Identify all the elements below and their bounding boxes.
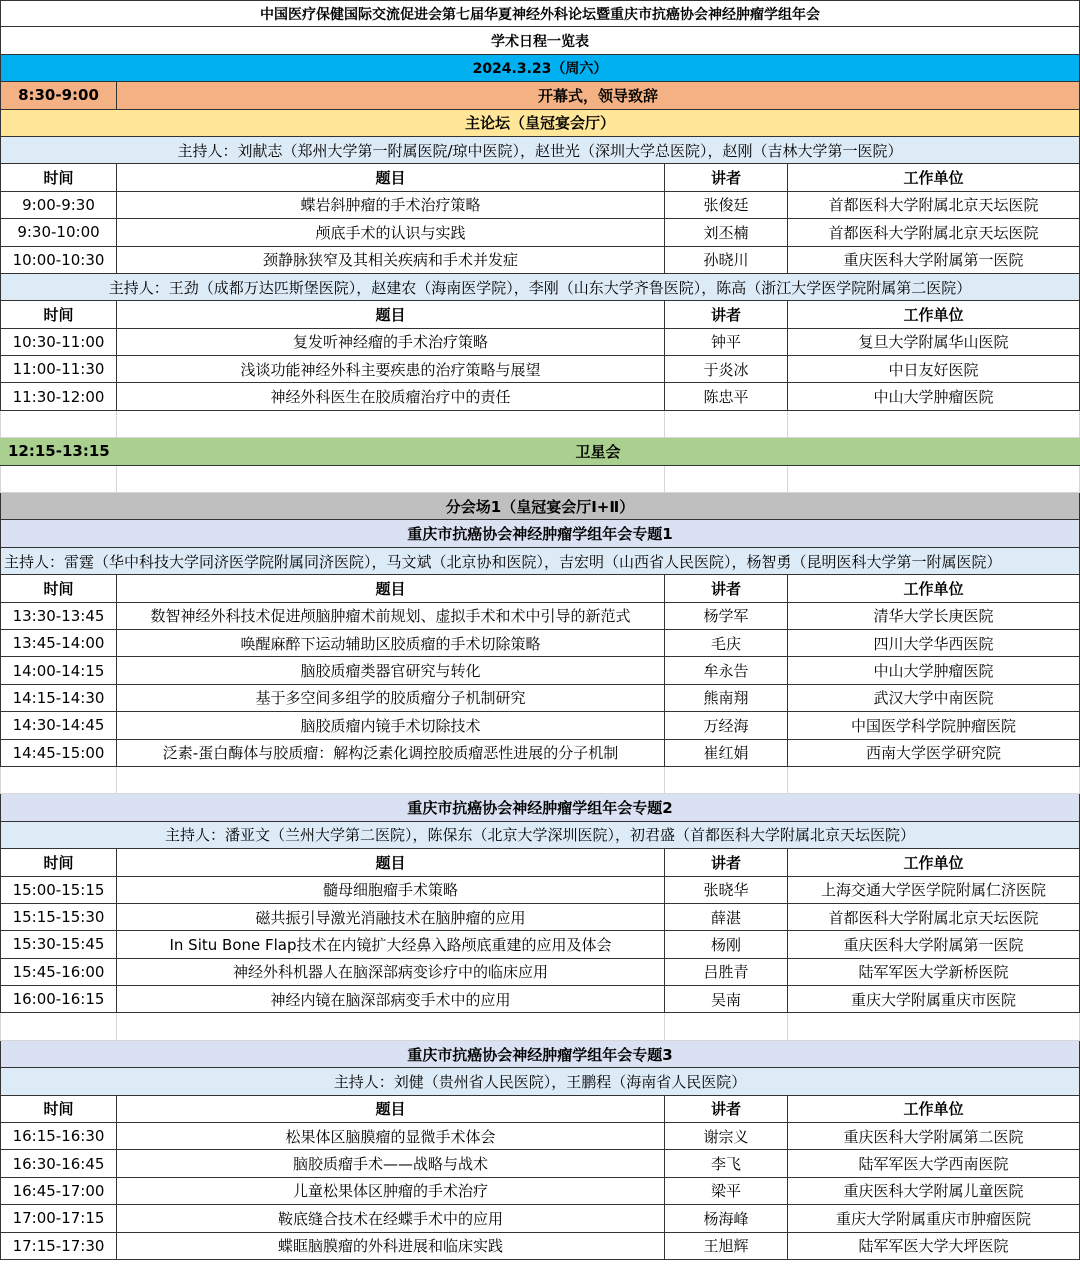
session-topic: 颈静脉狭窄及其相关疾病和手术并发症 [116,247,664,273]
column-header: 题目 [116,301,664,327]
session-topic: 复发听神经瘤的手术治疗策略 [116,329,664,355]
table-row [0,931,1080,958]
session-affiliation: 西南大学医学研究院 [787,740,1080,766]
table-row [0,192,1080,219]
table-row [0,740,1080,767]
session-affiliation: 重庆大学附属重庆市医院 [787,986,1080,1012]
column-header: 时间 [0,575,116,601]
session-topic: 脑胶质瘤类器官研究与转化 [116,657,664,683]
table-row [0,329,1080,356]
session-topic: 颅底手术的认识与实践 [116,219,664,245]
session-affiliation: 首都医科大学附属北京天坛医院 [787,219,1080,245]
session-topic: In Situ Bone Flap技术在内镜扩大经鼻入路颅底重建的应用及体会 [116,931,664,957]
session-affiliation: 上海交通大学医学院附属仁济医院 [787,877,1080,903]
column-header-row [0,1096,1080,1123]
host-row-text: 主持人：潘亚文（兰州大学第二医院），陈保东（北京大学深圳医院），初君盛（首都医科大学附属北京天坛医院） [0,822,1080,848]
session-speaker: 万经海 [664,712,787,738]
session-topic: 基于多空间多组学的胶质瘤分子机制研究 [116,685,664,711]
table-row [0,685,1080,712]
opening-label: 开幕式，领导致辞 [116,82,1080,108]
session-time: 10:30-11:00 [0,329,116,355]
session-topic: 泛素-蛋白酶体与胶质瘤：解构泛素化调控胶质瘤恶性进展的分子机制 [116,740,664,766]
blank-cell [787,411,1080,437]
session-speaker: 毛庆 [664,630,787,656]
table-row [0,356,1080,383]
blank-cell [116,466,664,492]
session-topic: 髓母细胞瘤手术策略 [116,877,664,903]
topic-title-text: 重庆市抗癌协会神经肿瘤学组年会专题3 [0,1041,1080,1067]
host-row [0,822,1080,849]
session-time: 16:45-17:00 [0,1178,116,1204]
table-row [0,1123,1080,1150]
column-header: 题目 [116,849,664,875]
session-affiliation: 重庆医科大学附属第一医院 [787,931,1080,957]
blank-row [0,767,1080,794]
session-affiliation: 四川大学华西医院 [787,630,1080,656]
session-affiliation: 清华大学长庚医院 [787,603,1080,629]
satellite-row [0,438,1080,465]
table-row [0,247,1080,274]
session-speaker: 王旭辉 [664,1233,787,1259]
table-row [0,383,1080,410]
blank-row [0,411,1080,438]
satellite-label: 卫星会 [575,442,621,461]
session-speaker: 吕胜青 [664,959,787,985]
session-time: 10:00-10:30 [0,247,116,273]
topic-title-text: 重庆市抗癌协会神经肿瘤学组年会专题2 [0,794,1080,820]
topic-title-text: 重庆市抗癌协会神经肿瘤学组年会专题1 [0,520,1080,546]
column-header: 时间 [0,1096,116,1122]
session-speaker: 吴南 [664,986,787,1012]
blank-cell [0,466,116,492]
blank-cell [116,767,664,793]
column-header-row [0,164,1080,191]
host-row [0,274,1080,301]
blank-cell [787,466,1080,492]
page-subtitle [0,27,1080,54]
table-row [0,630,1080,657]
session-speaker: 张晓华 [664,877,787,903]
blank-cell [116,411,664,437]
blank-cell [0,411,116,437]
session-speaker: 陈忠平 [664,383,787,409]
session-time: 15:00-15:15 [0,877,116,903]
session-speaker: 于炎冰 [664,356,787,382]
session-time: 9:30-10:00 [0,219,116,245]
session-time: 15:30-15:45 [0,931,116,957]
session-time: 17:15-17:30 [0,1233,116,1259]
session-speaker: 杨海峰 [664,1205,787,1231]
session-affiliation: 重庆医科大学附属儿童医院 [787,1178,1080,1204]
column-header: 题目 [116,164,664,190]
column-header: 工作单位 [787,575,1080,601]
session-affiliation: 中日友好医院 [787,356,1080,382]
session-topic: 松果体区脑膜瘤的显微手术体会 [116,1123,664,1149]
column-header: 时间 [0,164,116,190]
session-speaker: 杨学军 [664,603,787,629]
column-header: 题目 [116,1096,664,1122]
table-row [0,219,1080,246]
session-time: 14:00-14:15 [0,657,116,683]
topic-title [0,794,1080,821]
session-affiliation: 重庆医科大学附属第二医院 [787,1123,1080,1149]
session-time: 14:30-14:45 [0,712,116,738]
session-speaker: 谢宗义 [664,1123,787,1149]
blank-cell [664,411,787,437]
session-affiliation: 中山大学肿瘤医院 [787,657,1080,683]
branch-title-text: 分会场1（皇冠宴会厅Ⅰ+Ⅱ） [0,493,1080,519]
column-header-row [0,849,1080,876]
column-header: 讲者 [664,575,787,601]
column-header: 工作单位 [787,164,1080,190]
session-topic: 磁共振引导激光消融技术在脑肿瘤的应用 [116,904,664,930]
session-topic: 蝶眶脑膜瘤的外科进展和临床实践 [116,1233,664,1259]
column-header: 讲者 [664,301,787,327]
session-time: 16:00-16:15 [0,986,116,1012]
column-header: 工作单位 [787,301,1080,327]
branch-title [0,493,1080,520]
session-time: 9:00-9:30 [0,192,116,218]
host-row [0,137,1080,164]
session-affiliation: 陆军军医大学西南医院 [787,1150,1080,1176]
session-speaker: 牟永告 [664,657,787,683]
host-row [0,548,1080,575]
table-row [0,1178,1080,1205]
blank-cell [116,1013,664,1039]
table-row [0,877,1080,904]
session-affiliation: 陆军军医大学大坪医院 [787,1233,1080,1259]
blank-cell [664,767,787,793]
session-time: 15:45-16:00 [0,959,116,985]
session-topic: 浅谈功能神经外科主要疾患的治疗策略与展望 [116,356,664,382]
session-speaker: 熊南翔 [664,685,787,711]
table-row [0,1150,1080,1177]
session-affiliation: 首都医科大学附属北京天坛医院 [787,904,1080,930]
session-speaker: 梁平 [664,1178,787,1204]
table-row [0,603,1080,630]
column-header: 题目 [116,575,664,601]
session-time: 17:00-17:15 [0,1205,116,1231]
blank-row [0,466,1080,493]
session-affiliation: 陆军军医大学新桥医院 [787,959,1080,985]
blank-cell [0,767,116,793]
session-affiliation: 重庆医科大学附属第一医院 [787,247,1080,273]
session-affiliation: 中国医学科学院肿瘤医院 [787,712,1080,738]
blank-cell [664,1013,787,1039]
session-time: 13:45-14:00 [0,630,116,656]
column-header-row [0,301,1080,328]
session-topic: 蝶岩斜肿瘤的手术治疗策略 [116,192,664,218]
session-speaker: 张俊廷 [664,192,787,218]
session-topic: 脑胶质瘤手术——战略与战术 [116,1150,664,1176]
session-topic: 数智神经外科技术促进颅脑肿瘤术前规划、虚拟手术和术中引导的新范式 [116,603,664,629]
page-title [0,0,1080,27]
page-title-text: 中国医疗保健国际交流促进会第七届华夏神经外科论坛暨重庆市抗癌协会神经肿瘤学组年会 [0,1,1080,26]
table-row [0,959,1080,986]
date-bar-text: 2024.3.23（周六） [0,55,1080,81]
main-forum-title-text: 主论坛（皇冠宴会厅） [0,110,1080,136]
session-time: 16:15-16:30 [0,1123,116,1149]
table-row [0,657,1080,684]
session-time: 14:45-15:00 [0,740,116,766]
host-row-text: 主持人：刘献志（郑州大学第一附属医院/琼中医院），赵世光（深圳大学总医院），赵刚（吉林大学第一医院） [0,137,1080,163]
session-topic: 神经外科机器人在脑深部病变诊疗中的临床应用 [116,959,664,985]
column-header-row [0,575,1080,602]
table-row [0,904,1080,931]
table-row [0,1205,1080,1232]
session-affiliation: 武汉大学中南医院 [787,685,1080,711]
column-header: 讲者 [664,1096,787,1122]
session-speaker: 杨刚 [664,931,787,957]
date-bar [0,55,1080,82]
topic-title [0,520,1080,547]
blank-cell [0,1013,116,1039]
session-affiliation: 首都医科大学附属北京天坛医院 [787,192,1080,218]
session-time: 14:15-14:30 [0,685,116,711]
opening-row [0,82,1080,109]
blank-cell [787,767,1080,793]
host-row-text: 主持人：王劲（成都万达匹斯堡医院），赵建农（海南医学院），李刚（山东大学齐鲁医院），陈高（浙江大学医学院附属第二医院） [0,274,1080,300]
blank-row [0,1013,1080,1040]
opening-time: 8:30-9:00 [0,82,116,108]
session-speaker: 李飞 [664,1150,787,1176]
session-topic: 儿童松果体区肿瘤的手术治疗 [116,1178,664,1204]
session-speaker: 钟平 [664,329,787,355]
session-speaker: 薛湛 [664,904,787,930]
session-time: 16:30-16:45 [0,1150,116,1176]
session-affiliation: 中山大学肿瘤医院 [787,383,1080,409]
session-affiliation: 重庆大学附属重庆市肿瘤医院 [787,1205,1080,1231]
main-forum-title [0,110,1080,137]
table-row [0,986,1080,1013]
host-row-text: 主持人：雷霆（华中科技大学同济医学院附属同济医院），马文斌（北京协和医院），吉宏明（山西省人民医院），杨智勇（昆明医科大学第一附属医院） [0,548,1080,574]
page-subtitle-text: 学术日程一览表 [0,27,1080,53]
column-header: 工作单位 [787,1096,1080,1122]
session-time: 15:15-15:30 [0,904,116,930]
satellite-time: 12:15-13:15 [8,442,110,461]
session-speaker: 孙晓川 [664,247,787,273]
session-time: 11:00-11:30 [0,356,116,382]
blank-cell [787,1013,1080,1039]
column-header: 讲者 [664,164,787,190]
column-header: 工作单位 [787,849,1080,875]
host-row-text: 主持人：刘健（贵州省人民医院），王鹏程（海南省人民医院） [0,1068,1080,1094]
column-header: 时间 [0,849,116,875]
session-time: 11:30-12:00 [0,383,116,409]
session-speaker: 崔红娟 [664,740,787,766]
session-topic: 神经外科医生在胶质瘤治疗中的责任 [116,383,664,409]
host-row [0,1068,1080,1095]
table-row [0,712,1080,739]
column-header: 时间 [0,301,116,327]
session-topic: 唤醒麻醉下运动辅助区胶质瘤的手术切除策略 [116,630,664,656]
session-affiliation: 复旦大学附属华山医院 [787,329,1080,355]
topic-title [0,1041,1080,1068]
session-topic: 脑胶质瘤内镜手术切除技术 [116,712,664,738]
session-topic: 神经内镜在脑深部病变手术中的应用 [116,986,664,1012]
table-row [0,1233,1080,1260]
session-speaker: 刘丕楠 [664,219,787,245]
session-topic: 鞍底缝合技术在经蝶手术中的应用 [116,1205,664,1231]
column-header: 讲者 [664,849,787,875]
blank-cell [664,466,787,492]
session-time: 13:30-13:45 [0,603,116,629]
